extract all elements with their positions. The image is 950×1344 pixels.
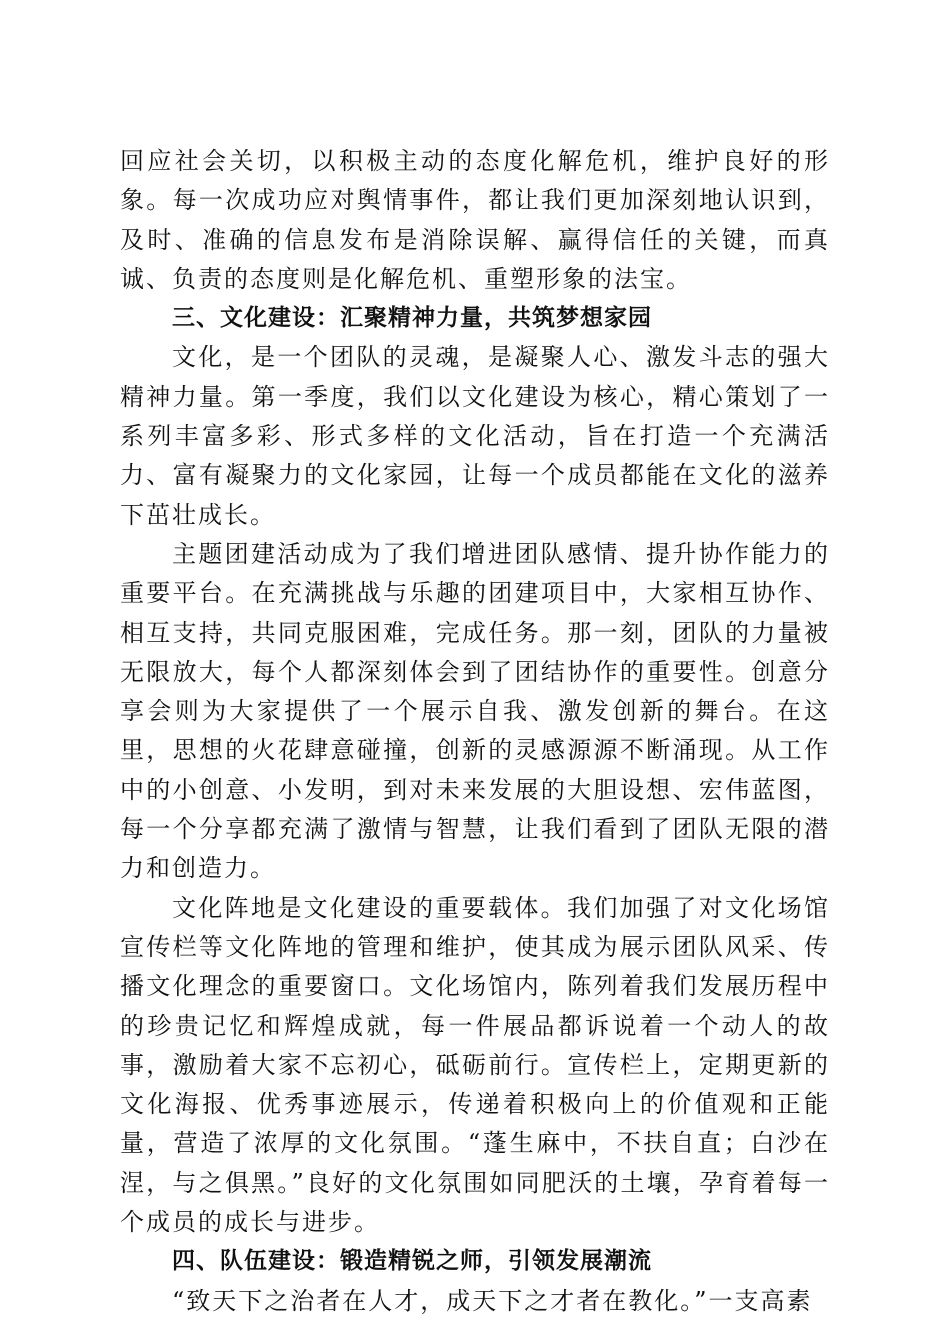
continuation-paragraph: 回应社会关切，以积极主动的态度化解危机，维护良好的形象。每一次成功应对舆情事件，都让我们更加深刻地认识到，及时、准确的信息发布是消除误解、赢得信任的关键，而真诚、负责的态度则是化解危机、重塑形象的法宝。	[120, 147, 830, 293]
body-paragraph: 文化，是一个团队的灵魂，是凝聚人心、激发斗志的强大精神力量。第一季度，我们以文化建设为核心，精心策划了一系列丰富多彩、形式多样的文化活动，旨在打造一个充满活力、富有凝聚力的文化家园，让每一个成员都能在文化的滋养下茁壮成长。	[120, 343, 830, 529]
body-paragraph: 主题团建活动成为了我们增进团队感情、提升协作能力的重要平台。在充满挑战与乐趣的团建项目中，大家相互协作、相互支持，共同克服困难，完成任务。那一刻，团队的力量被无限放大，每个人都深刻体会到了团结协作的重要性。创意分享会则为大家提供了一个展示自我、激发创新的舞台。在这里，思想的火花肆意碰撞，创新的灵感源源不断涌现。从工作中的小创意、小发明，到对未来发展的大胆设想、宏伟蓝图，每一个分享都充满了激情与智慧，让我们看到了团队无限的潜力和创造力。	[120, 539, 830, 883]
document-page	[120, 142, 830, 1321]
body-paragraph: 文化阵地是文化建设的重要载体。我们加强了对文化场馆宣传栏等文化阵地的管理和维护，使其成为展示团队风采、传播文化理念的重要窗口。文化场馆内，陈列着我们发展历程中的珍贵记忆和辉煌成就，每一件展品都诉说着一个动人的故事，激励着大家不忘初心，砥砺前行。宣传栏上，定期更新的文化海报、优秀事迹展示，传递着积极向上的价值观和正能量，营造了浓厚的文化氛围。“蓬生麻中，不扶自直；白沙在涅，与之俱黑。”良好的文化氛围如同肥沃的土壤，孕育着每一个成员的成长与进步。	[120, 893, 830, 1237]
body-paragraph: “致天下之治者在人才，成天下之才者在教化。”一支高素	[172, 1286, 813, 1315]
section-heading-culture: 三、文化建设：汇聚精神力量，共筑梦想家园	[172, 305, 652, 332]
section-heading-team: 四、队伍建设：锻造精锐之师，引领发展潮流	[172, 1248, 652, 1275]
